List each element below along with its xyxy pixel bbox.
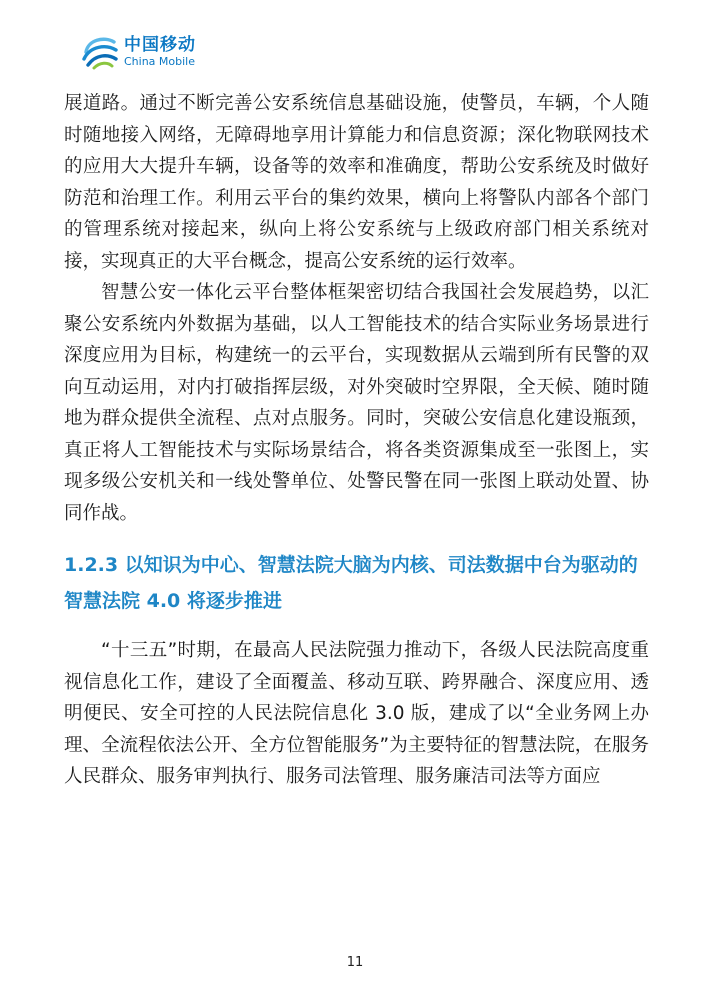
paragraph-2: 智慧公安一体化云平台整体框架密切结合我国社会发展趋势，以汇聚公安系统内外数据为基础，以人工智能技术的结合实际业务场景进行深度应用为目标，构建统一的云平台，实现数据从云端到所有民警的双向互动运用，对内打破指挥层级，对外突破时空界限，全天候、随时随地为群众提供全流程、点对点服务。同时，突破公安信息化建设瓶颈，真正将人工智能技术与实际场景结合，将各类资源集成至一张图上，实现多级公安机关和一线处警单位、处警民警在同一张图上联动处置、协同作战。 [64,282,649,524]
page-header [80,30,196,74]
document-body [64,88,649,793]
page-number: 11 [346,955,364,970]
logo-text [124,37,196,67]
paragraph-1: 展道路。通过不断完善公安系统信息基础设施，使警员，车辆，个人随时随地接入网络，无障碍地享用计算能力和信息资源；深化物联网技术的应用大大提升车辆，设备等的效率和准确度，帮助公安系统及时做好防范和治理工作。利用云平台的集约效果，横向上将警队内部各个部门的管理系统对接起来，纵向上将公安系统与上级政府部门相关系统对接，实现真正的大平台概念，提高公安系统的运行效率。 [64,93,649,272]
section-heading: 1.2.3 以知识为中心、智慧法院大脑为内核、司法数据中台为驱动的智慧法院 4.0 将逐步推进 [64,554,638,612]
china-mobile-logo-icon [80,32,120,72]
paragraph-3: “十三五”时期，在最高人民法院强力推动下，各级人民法院高度重视信息化工作，建设了全面覆盖、移动互联、跨界融合、深度应用、透明便民、安全可控的人民法院信息化 3.0 版，建成了以“全业务网上办理、全流程依法公开、全方位智能服务”为主要特征的智慧法院，在服务人民群众、服务审判执行、服务司法管理、服务廉洁司法等方面应 [64,640,649,787]
logo-chinese-name: 中国移动 [124,35,196,55]
logo-english-name: China Mobile [124,55,196,68]
